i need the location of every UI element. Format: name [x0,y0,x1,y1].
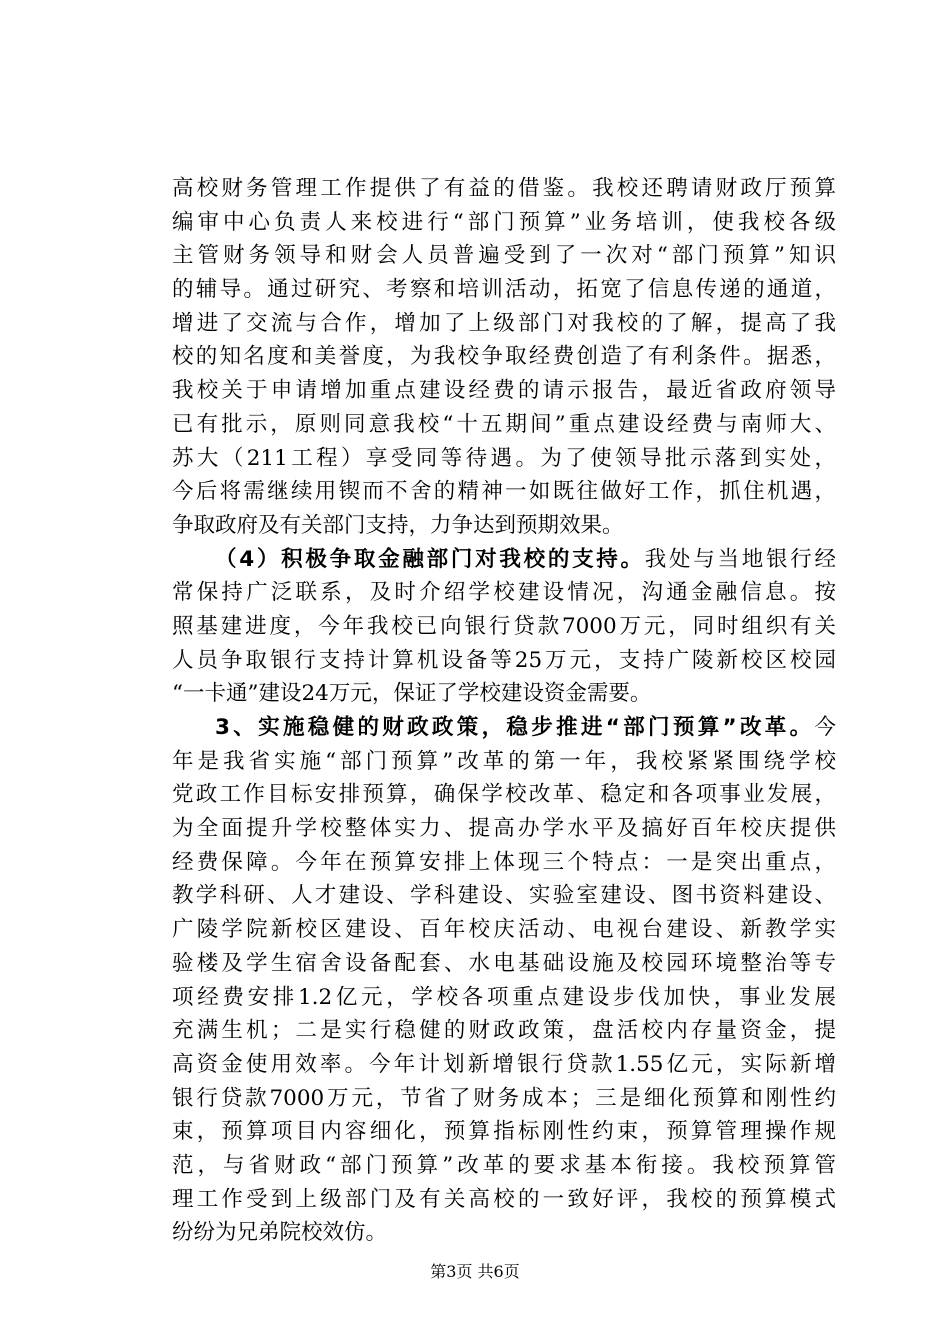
text-line: 经费保障。今年在预算安排上体现三个特点：一是突出重点， [172,849,836,875]
text-line: 苏大（211工程）享受同等待遇。为了使领导批示落到实处， [172,445,836,471]
text-line: 的辅导。通过研究、考察和培训活动，拓宽了信息传递的通道， [172,277,836,303]
text-line: 项经费安排1.2亿元，学校各项重点建设步伐加快，事业发展 [172,984,836,1010]
text-line-first [172,543,836,577]
text-line: 验楼及学生宿舍设备配套、水电基础设施及校园环境整治等专 [172,950,836,976]
text-line: 常保持广泛联系，及时介绍学校建设情况，沟通金融信息。按 [172,580,836,606]
text-line: 党政工作目标安排预算，确保学校改革、稳定和各项事业发展， [172,782,836,808]
text-line: 理工作受到上级部门及有关高校的一致好评，我校的预算模式 [172,1186,836,1212]
text-line: 纷纷为兄弟院校效仿。 [172,1220,388,1246]
text-line: “一卡通”建设24万元，保证了学校建设资金需要。 [172,681,652,707]
paragraph-1 [172,172,836,543]
text-line: 高资金使用效率。今年计划新增银行贷款1.55亿元，实际新增 [172,1051,836,1077]
text-line: 广陵学院新校区建设、百年校庆活动、电视台建设、新教学实 [172,917,836,943]
text-line: 束，预算项目内容细化，预算指标刚性约束，预算管理操作规 [172,1119,836,1145]
text-line: 主管财务领导和财会人员普遍受到了一次对“部门预算”知识 [172,243,836,269]
text-line: 校的知名度和美誉度，为我校争取经费创造了有利条件。据悉， [172,344,836,370]
text-line: 范，与省财政“部门预算”改革的要求基本衔接。我校预算管 [172,1152,836,1178]
text-line: 争取政府及有关部门支持，力争达到预期效果。 [172,512,624,538]
section-heading: 3、实施稳健的财政政策，稳步推进“部门预算”改革。 [215,715,815,740]
section-heading: （4）积极争取金融部门对我校的支持。 [215,546,645,572]
page-footer: 第3页 共6页 [430,1262,520,1281]
text-line: 增进了交流与合作，增加了上级部门对我校的了解，提高了我 [172,310,836,336]
text-line: 人员争取银行支持计算机设备等25万元，支持广陵新校区校园 [172,647,836,673]
text-line: 年是我省实施“部门预算”改革的第一年，我校紧紧围绕学校 [172,748,836,774]
text-line: 编审中心负责人来校进行“部门预算”业务培训，使我校各级 [172,209,836,235]
text-line-first [172,711,836,745]
text-line: 高校财务管理工作提供了有益的借鉴。我校还聘请财政厅预算 [172,176,836,201]
text-run: 我处与当地银行经 [644,546,836,572]
text-line: 银行贷款7000万元，节省了财务成本；三是细化预算和刚性约 [172,1085,836,1111]
text-line: 我校关于申请增加重点建设经费的请示报告，最近省政府领导 [172,378,836,404]
paragraph-3 [172,711,836,1250]
document-body [172,172,836,1250]
text-line: 已有批示，原则同意我校“十五期间”重点建设经费与南师大、 [172,411,836,437]
text-line: 教学科研、人才建设、学科建设、实验室建设、图书资料建设、 [172,883,836,909]
text-line: 今后将需继续用锲而不舍的精神一如既往做好工作，抓住机遇， [172,479,836,505]
text-run: 今 [814,715,836,740]
text-line: 为全面提升学校整体实力、提高办学水平及搞好百年校庆提供 [172,816,836,842]
text-line: 照基建进度，今年我校已向银行贷款7000万元，同时组织有关 [172,613,836,639]
paragraph-2 [172,543,836,711]
text-line: 充满生机；二是实行稳健的财政政策，盘活校内存量资金，提 [172,1018,836,1044]
